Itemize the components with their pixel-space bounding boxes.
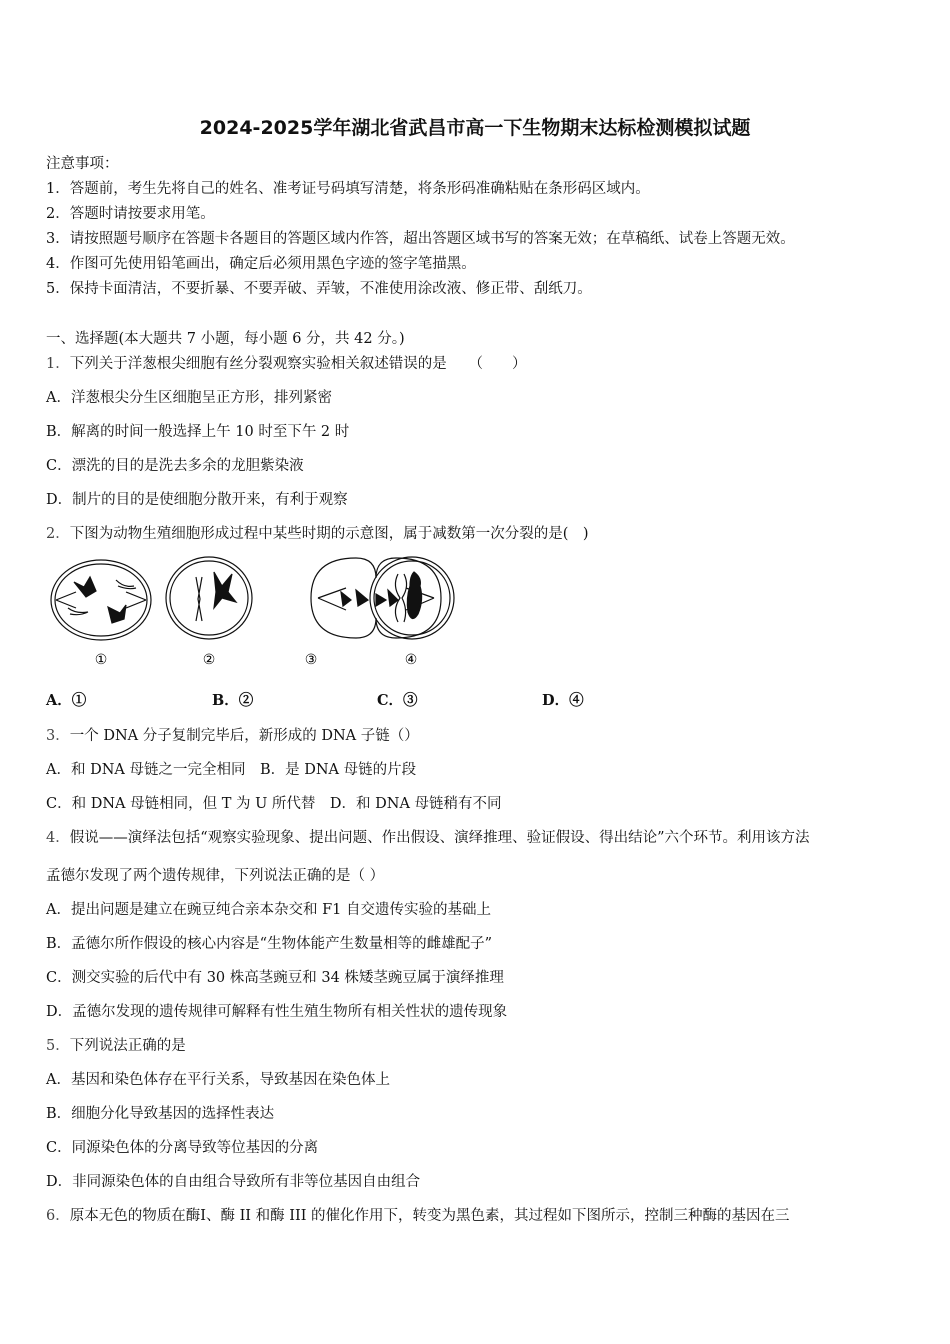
- question-text: 下图为动物生殖细胞形成过程中某些时期的示意图，属于减数第一次分裂的是( ): [69, 526, 589, 542]
- question-text: 原本无色的物质在酶Ⅰ、酶 II 和酶 III 的催化作用下，转变为黑色素，其过程如下图所示，控制三种酶的基因在三: [69, 1208, 790, 1224]
- q5-option-b: B．细胞分化导致基因的选择性表达: [46, 1106, 275, 1122]
- notice-item-3: 3．请按照题号顺序在答题卡各题目的答题区域内作答，超出答题区域书写的答案无效；在草稿纸、试卷上答题无效。: [46, 231, 795, 247]
- q4-option-b: B．孟德尔所作假设的核心内容是“生物体能产生数量相等的雌雄配子”: [46, 936, 492, 952]
- notice-item-5: 5．保持卡面清洁，不要折暴、不要弄破、弄皱，不准使用涂改液、修正带、刮纸刀。: [46, 281, 592, 297]
- question-5-stem: [46, 1034, 186, 1055]
- question-number: 2．: [46, 526, 70, 542]
- notice-item-2: 2．答题时请按要求用笔。: [46, 206, 215, 222]
- figure-label-4: ④: [404, 652, 418, 668]
- question-4-stem-cont: 孟德尔发现了两个遗传规律，下列说法正确的是（ ）: [46, 868, 385, 884]
- question-number: 4．: [46, 830, 70, 846]
- q5-option-d: D．非同源染色体的自由组合导致所有非等位基因自由组合: [46, 1174, 421, 1190]
- figure-label-3: ③: [304, 652, 318, 668]
- question-number: 5．: [46, 1038, 70, 1054]
- q2-choice-c: C．③: [377, 692, 418, 709]
- question-text: 下列关于洋葱根尖细胞有丝分裂观察实验相关叙述错误的是 （ ）: [69, 356, 527, 372]
- q1-option-b: B．解离的时间一般选择上午 10 时至下午 2 时: [46, 424, 350, 440]
- question-number: 6．: [46, 1208, 70, 1224]
- cell-1-diagram: [51, 560, 151, 640]
- question-text: 下列说法正确的是: [69, 1038, 186, 1054]
- cell-2-diagram: [166, 557, 252, 639]
- question-number: 1．: [46, 356, 70, 372]
- q2-choice-d: D．④: [542, 692, 584, 709]
- question-2-stem: [46, 522, 589, 543]
- notice-item-4: 4．作图可先使用铅笔画出，确定后必须用黑色字迹的签字笔描黑。: [46, 256, 476, 272]
- figure-label-2: ②: [202, 652, 216, 668]
- cell-diagrams-3-4: [262, 552, 462, 652]
- q4-option-a: A．提出问题是建立在豌豆纯合亲本杂交和 F1 自交遗传实验的基础上: [46, 902, 491, 918]
- question-4-stem: [46, 826, 810, 847]
- q2-choice-a: A．①: [46, 692, 87, 709]
- q1-option-a: A．洋葱根尖分生区细胞呈正方形，排列紧密: [46, 390, 332, 406]
- q3-options-line-2: C．和 DNA 母链相同，但 T 为 U 所代替 D．和 DNA 母链稍有不同: [46, 796, 502, 812]
- q4-option-c: C．测交实验的后代中有 30 株高茎豌豆和 34 株矮茎豌豆属于演绎推理: [46, 970, 504, 986]
- question-text: 假说——演绎法包括“观察实验现象、提出问题、作出假设、演绎推理、验证假设、得出结论”六个环节。利用该方法: [69, 830, 810, 846]
- question-6-stem: [46, 1204, 790, 1225]
- figure-label-1: ①: [94, 652, 108, 668]
- cell-4-drawing: [370, 557, 454, 639]
- question-3-stem: [46, 724, 419, 745]
- q5-option-c: C．同源染色体的分离导致等位基因的分离: [46, 1140, 319, 1156]
- q3-options-line-1: A．和 DNA 母链之一完全相同 B．是 DNA 母链的片段: [46, 762, 417, 778]
- question-text: 一个 DNA 分子复制完毕后，新形成的 DNA 子链（）: [69, 728, 419, 744]
- q1-option-d: D．制片的目的是使细胞分散开来，有利于观察: [46, 492, 348, 508]
- notice-item-1: 1．答题前，考生先将自己的姓名、准考证号码填写清楚，将条形码准确粘贴在条形码区域内。: [46, 181, 650, 197]
- page-title: 2024-2025学年湖北省武昌市高一下生物期末达标检测模拟试题: [199, 117, 751, 139]
- q2-choice-b: B．②: [212, 692, 254, 709]
- section-heading: 一、选择题(本大题共 7 小题，每小题 6 分，共 42 分。): [46, 331, 405, 347]
- q1-option-c: C．漂洗的目的是洗去多余的龙胆紫染液: [46, 458, 304, 474]
- question-1-stem: [46, 352, 526, 373]
- q4-option-d: D．孟德尔发现的遗传规律可解释有性生殖生物所有相关性状的遗传现象: [46, 1004, 508, 1020]
- notice-heading: 注意事项：: [46, 156, 119, 172]
- question-number: 3．: [46, 728, 70, 744]
- q5-option-a: A．基因和染色体存在平行关系，导致基因在染色体上: [46, 1072, 390, 1088]
